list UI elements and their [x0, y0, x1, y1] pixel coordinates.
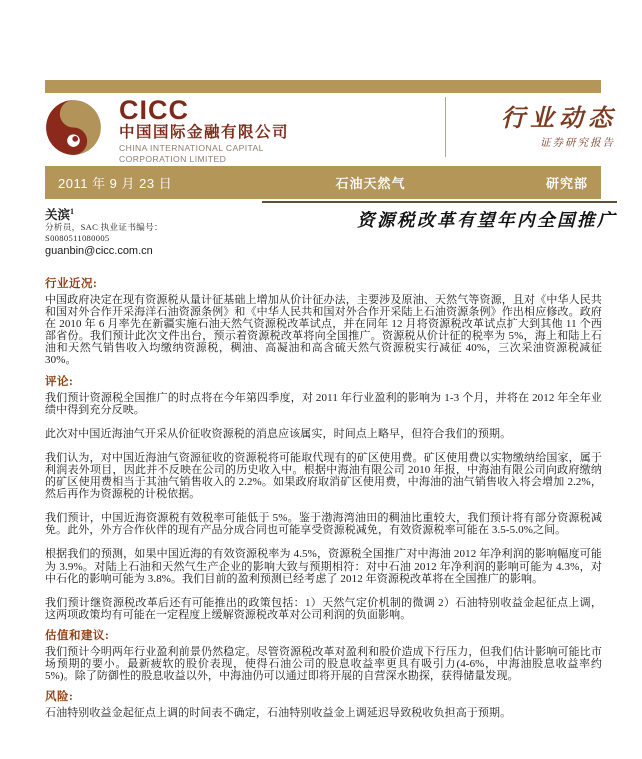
department-label: 研究部 [545, 176, 588, 191]
info-bar [45, 166, 601, 199]
logo-text-block [119, 97, 289, 164]
paragraph: 根据我们的预测，如果中国近海的有效资源税率为 4.5%，资源税全国推广对中海油 2012 年净利润的影响幅度可能为 3.9%。对陆上石油和天然气生产企业的影响大致与预期相符：对中石油 2012 年净利润的影响可能为 4.3%，对中石化的影响可能为 3.8%。我们目前的盈利预测已经考虑了 2012 年资源税改革将在全国推广的影响。 [45, 548, 602, 585]
paragraph: 我们认为，对中国近海油气资源征收的资源税将可能取代现有的矿区使用费。矿区使用费以实物缴纳给国家，属于利润表外项目，因此并不反映在公司的历史收入中。根据中海油有限公司 2010 年报，中海油有限公司向政府缴纳的矿区使用费相当于其油气销售收入的 2.2%。如果政府取消矿区使用费，中海油的油气销售收入将会增加 2.2%，然后再作为资源税的计税依据。 [45, 451, 602, 501]
company-name-chinese: 中国国际金融有限公司 [119, 124, 290, 141]
report-title: 资源税改革有望年内全国推广 [357, 210, 617, 230]
analyst-name-text: 关滨 [45, 208, 71, 223]
analyst-name [45, 205, 275, 222]
cicc-logo-icon [45, 99, 102, 156]
paragraph: 石油特别收益金起征点上调的时间表不确定，石油特别收益金上调延迟导致税收负担高于预期。 [45, 707, 512, 720]
section-risks [45, 691, 602, 719]
paragraph: 我们预计，中国近海资源税有效税率可能低于 5%。鉴于渤海湾油田的稠油比重较大，我们预计将有部分资源税减免。此外，外方合作伙伴的现有产品分成合同也可能享受资源税减免，有效资源税率可能在 3.5-5.0%之间。 [45, 512, 602, 537]
report-date: 2011 年 9 月 23 日 [58, 176, 173, 191]
report-header [45, 97, 617, 163]
paragraph: 此次对中国近海油气开采从价征收资源税的消息应该属实，时间点上略早，但符合我们的预期。 [45, 427, 512, 440]
report-type-block [445, 97, 617, 157]
title-rule [262, 201, 617, 203]
logo-acronym: CICC [119, 95, 189, 125]
paragraph: 我们预计资源税全国推广的时点将在今年第四季度，对 2011 年行业盈利的影响为 1-3 个月，并将在 2012 年全年业绩中得到充分反映。 [45, 391, 602, 416]
analyst-block [45, 205, 275, 258]
section-heading: 估值和建议: [45, 629, 110, 642]
top-gold-rule [45, 80, 601, 93]
company-name-english-line1: CHINA INTERNATIONAL CAPITAL [119, 143, 264, 153]
section-valuation [45, 630, 602, 682]
section-heading: 风险: [45, 691, 74, 704]
section-heading: 评论: [45, 375, 74, 388]
section-heading: 行业近况: [45, 278, 98, 290]
analyst-license-number: S0080511080005 [45, 232, 110, 243]
report-type-label: 行业动态 [501, 105, 617, 132]
analyst-email-link[interactable]: guanbin@cicc.com.cn [45, 245, 153, 258]
cicc-logo [45, 97, 289, 164]
company-name-english-line2: CORPORATION LIMITED [119, 153, 227, 164]
title-block [262, 201, 617, 233]
paragraph: 我们预计今明两年行业盈利前景仍然稳定。尽管资源税改革对盈利和股价造成下行压力，但我们估计影响可能比市场预期的要小。最新疲软的股价表现，使得石油公司的股息收益率更具有吸引力(4-6%，中海油股息收益率约 5%)。除了防御性的股息收益以外，中海油仍可以通过即将开展的自营深水勘探，获得储量发现。 [45, 645, 602, 683]
section-industry-update [45, 278, 602, 367]
analyst-footnote-mark: 1 [70, 207, 75, 216]
paragraph: 我们预计继资源税改革后还有可能推出的政策包括：1）天然气定价机制的微调 2）石油特别收益金起征点上调，这两项政策均有可能在一定程度上缓解资源税改革对公司利润的负面影响。 [45, 596, 602, 621]
report-subtype-label: 证券研究报告 [540, 137, 615, 149]
report-body [45, 278, 602, 728]
analyst-role-line: 分析员，SAC 执业证书编号： [45, 222, 163, 233]
paragraph: 中国政府决定在现有资源税从量计征基础上增加从价计征办法，主要涉及原油、天然气等资源，且对《中华人民共和国对外合作开采海洋石油资源条例》和《中华人民共和国对外合作开采陆上石油资源条例》作出相应修改。政府在 2010 年 6 月率先在新疆实施石油天然气资源税改革试点，并在同年 12 月将资源税改革试点扩大到其他 11 个西部省份。我们预计此次文件出台，预示着资源税改革将向全国推广。资源税从价计征的税率为 5%，海上和陆上石油和天然气销售收入均缴纳资源税，稠油、高凝油和高含硫天然气资源税实行减征 40%，三次采油资源税减征 30%。 [45, 294, 602, 367]
section-comments [45, 376, 602, 621]
sector-label: 石油天然气 [335, 176, 406, 191]
